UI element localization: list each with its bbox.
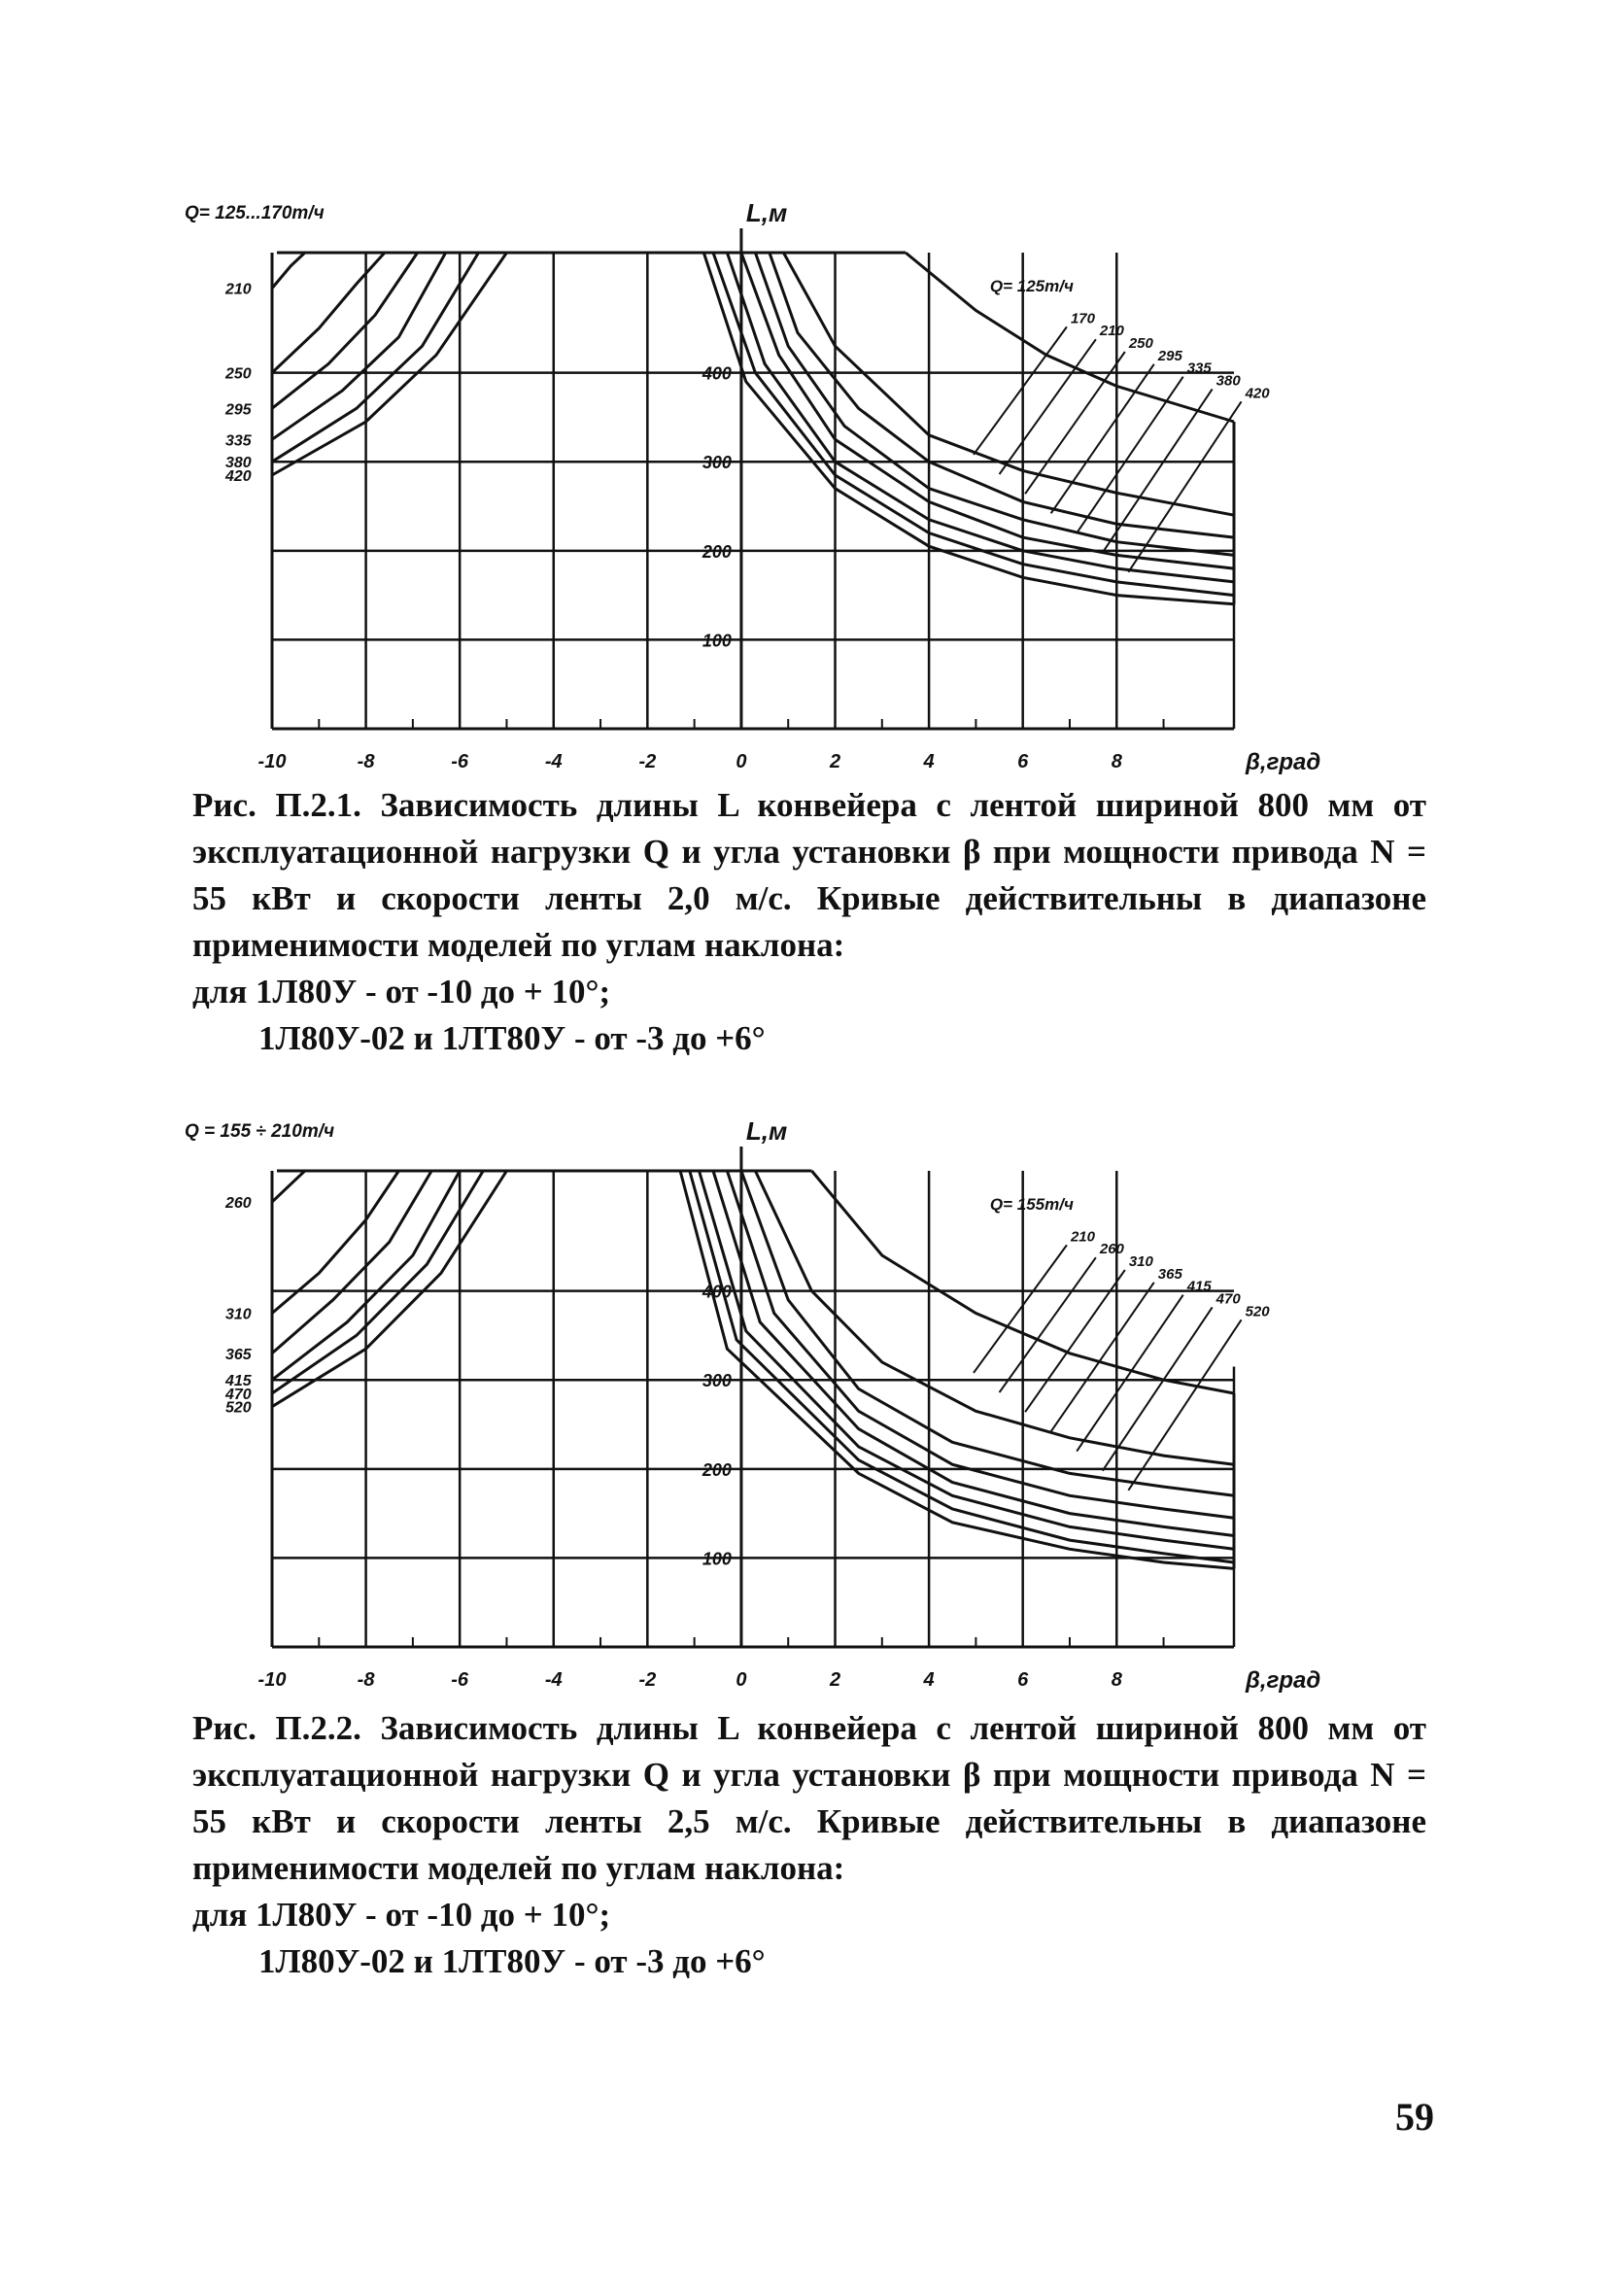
left-series-label: 260 bbox=[225, 1195, 252, 1213]
leader-line bbox=[974, 326, 1067, 455]
left-series-label: 210 bbox=[225, 281, 252, 298]
chart-figure-2 bbox=[185, 1116, 1321, 1720]
right-series-label: 365 bbox=[1157, 1265, 1182, 1283]
range-line-1: для 1Л80У - от -10 до + 10°; bbox=[192, 973, 611, 1011]
x-tick-label: -10 bbox=[257, 1669, 287, 1691]
x-tick-label: 2 bbox=[829, 1669, 841, 1691]
x-tick-label: 4 bbox=[923, 1669, 935, 1691]
range-line-1: для 1Л80У - от -10 до + 10°; bbox=[192, 1896, 611, 1934]
series-line-right bbox=[713, 1171, 1234, 1536]
right-series-label: 250 bbox=[1128, 335, 1153, 352]
left-series-label: 520 bbox=[225, 1399, 252, 1417]
series-line-left bbox=[272, 253, 385, 373]
series-line-right bbox=[755, 1171, 1234, 1464]
left-series-label: 380 bbox=[225, 455, 252, 472]
y-tick-label: 100 bbox=[702, 1549, 732, 1569]
series-line-left bbox=[272, 253, 507, 475]
x-tick-label: -4 bbox=[544, 751, 563, 772]
x-tick-label: 0 bbox=[736, 1669, 747, 1691]
y-tick-label: 300 bbox=[702, 1371, 732, 1391]
right-series-label: 170 bbox=[1070, 310, 1095, 327]
y-tick-label: 100 bbox=[702, 631, 732, 651]
x-tick-label: -6 bbox=[451, 751, 469, 772]
series-line-right bbox=[690, 1171, 1234, 1562]
x-tick-label: 4 bbox=[923, 751, 935, 772]
x-tick-label: 8 bbox=[1111, 751, 1122, 772]
y-axis-label: L,м bbox=[745, 198, 788, 227]
series-line-right bbox=[755, 253, 1234, 555]
leader-line bbox=[1051, 1283, 1154, 1432]
leader-line bbox=[1000, 1257, 1096, 1392]
y-tick-label: 200 bbox=[702, 541, 732, 562]
right-q-label: Q= 155т/ч bbox=[989, 1195, 1074, 1214]
caption-text: Рис. П.2.2. Зависимость длины L конвейера с лентой шириной 800 мм от эксплуатационной нагрузки Q и угла установки β при мощности привода N = 55 кВт и скорости ленты 2,5 м/с. Кривые действительны в диапазоне применимости моделей по углам наклона: bbox=[192, 1709, 1426, 1887]
x-tick-label: -8 bbox=[357, 1669, 375, 1691]
series-line-left bbox=[272, 1171, 507, 1407]
left-q-label: Q = 155 ÷ 210т/ч bbox=[185, 1121, 335, 1142]
x-tick-label: 8 bbox=[1111, 1669, 1122, 1691]
series-line-left bbox=[272, 253, 418, 408]
x-tick-label: -8 bbox=[357, 751, 375, 772]
series-line-right bbox=[713, 253, 1234, 596]
left-series-label: 470 bbox=[225, 1386, 252, 1403]
x-tick-label: -2 bbox=[638, 1669, 657, 1691]
page-number: 59 bbox=[1395, 2095, 1434, 2139]
right-series-label: 260 bbox=[1099, 1241, 1124, 1258]
y-tick-label: 300 bbox=[702, 453, 732, 473]
right-series-label: 210 bbox=[1099, 323, 1124, 340]
right-series-label: 295 bbox=[1157, 347, 1182, 364]
leader-line bbox=[974, 1245, 1067, 1373]
series-line-right bbox=[727, 253, 1234, 582]
right-series-label: 335 bbox=[1186, 360, 1212, 377]
left-series-label: 335 bbox=[225, 432, 252, 450]
left-series-label: 310 bbox=[225, 1306, 252, 1323]
caption-figure-1 bbox=[192, 782, 1426, 1062]
range-line-2: 1Л80У-02 и 1ЛТ80У - от -3 до +6° bbox=[258, 1019, 766, 1057]
series-line-right bbox=[741, 1171, 1234, 1495]
y-tick-label: 400 bbox=[702, 1282, 732, 1302]
chart-figure-1 bbox=[185, 198, 1321, 802]
left-series-label: 295 bbox=[225, 401, 252, 419]
left-series-label: 365 bbox=[225, 1346, 252, 1363]
x-tick-label: -10 bbox=[257, 751, 287, 772]
right-series-label: 520 bbox=[1245, 1303, 1270, 1320]
y-axis-label: L,м bbox=[745, 1116, 788, 1146]
series-line-right bbox=[727, 1171, 1234, 1518]
right-series-label: 470 bbox=[1215, 1290, 1241, 1308]
caption-figure-2 bbox=[192, 1705, 1426, 1985]
leader-line bbox=[1128, 1319, 1241, 1491]
left-q-label: Q= 125...170т/ч bbox=[185, 203, 325, 223]
range-line-2: 1Л80У-02 и 1ЛТ80У - от -3 до +6° bbox=[258, 1942, 766, 1980]
right-series-label: 380 bbox=[1215, 372, 1241, 390]
x-tick-label: -6 bbox=[451, 1669, 469, 1691]
right-series-label: 210 bbox=[1070, 1228, 1095, 1246]
x-tick-label: 6 bbox=[1017, 1669, 1029, 1691]
series-line-right bbox=[700, 1171, 1235, 1549]
left-series-label: 250 bbox=[225, 365, 252, 383]
right-q-label: Q= 125т/ч bbox=[989, 277, 1074, 295]
x-tick-label: 6 bbox=[1017, 751, 1029, 772]
series-line-left bbox=[272, 253, 479, 462]
y-tick-label: 200 bbox=[702, 1459, 732, 1480]
x-axis-label: β,град bbox=[1246, 1667, 1321, 1694]
x-tick-label: -2 bbox=[638, 751, 657, 772]
caption-text: Рис. П.2.1. Зависимость длины L конвейера с лентой шириной 800 мм от эксплуатационной нагрузки Q и угла установки β при мощности привода N = 55 кВт и скорости ленты 2,0 м/с. Кривые действительны в диапазоне применимости моделей по углам наклона: bbox=[192, 786, 1426, 964]
x-axis-label: β,град bbox=[1246, 749, 1321, 775]
series-line-left bbox=[272, 253, 305, 289]
series-line-left bbox=[272, 1171, 305, 1202]
right-series-label: 310 bbox=[1128, 1253, 1153, 1270]
x-tick-label: -4 bbox=[544, 1669, 563, 1691]
leader-line bbox=[1000, 339, 1096, 474]
leader-line bbox=[1128, 401, 1241, 572]
y-tick-label: 400 bbox=[702, 363, 732, 384]
left-series-label: 420 bbox=[225, 467, 252, 485]
right-series-label: 420 bbox=[1245, 385, 1270, 402]
x-tick-label: 2 bbox=[829, 751, 841, 772]
x-tick-label: 0 bbox=[736, 751, 747, 772]
right-series-label: 415 bbox=[1186, 1278, 1212, 1295]
left-series-label: 415 bbox=[225, 1373, 252, 1390]
